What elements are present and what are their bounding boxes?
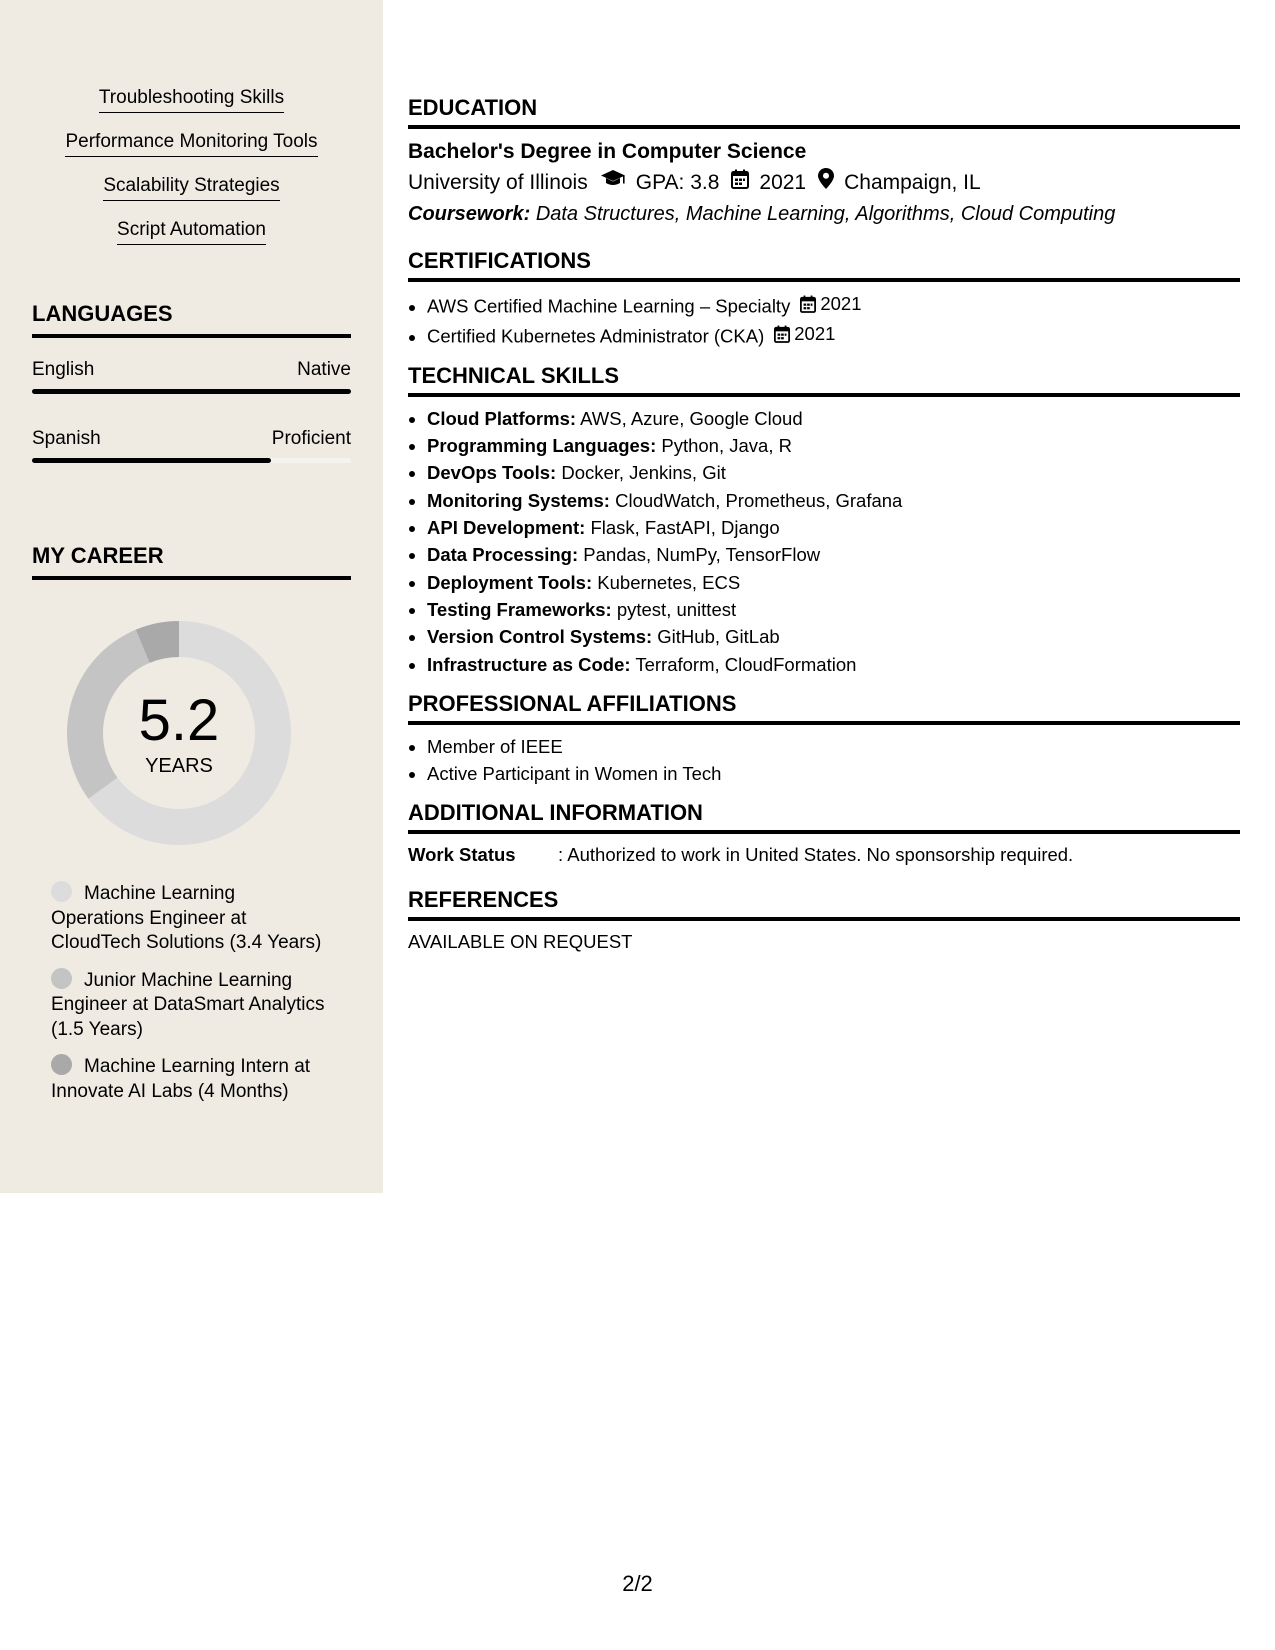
skill-label: DevOps Tools: [427,462,557,484]
skill-value: Pandas, NumPy, TensorFlow [583,544,821,566]
career-heading: MY CAREER [32,542,351,580]
language-level: Proficient [271,428,351,449]
page-number: 2/2 [622,1571,653,1596]
affiliations-heading: PROFESSIONAL AFFILIATIONS [408,690,1240,725]
language-level: Native [297,359,351,380]
skill-label: Deployment Tools: [427,571,593,593]
list-item [427,459,1240,486]
list-item [427,623,1240,650]
skill-label: API Development: [427,517,586,539]
skills-list [0,86,383,262]
graduation-cap-icon [600,167,626,199]
list-item [427,320,1240,350]
language-bar-english [32,389,351,394]
career-legend-item [51,881,331,956]
skill-label: Version Control Systems: [427,626,653,648]
languages-heading: LANGUAGES [32,300,351,338]
additional-info-heading: ADDITIONAL INFORMATION [408,799,1240,834]
certification-name: Certified Kubernetes Administrator (CKA) [427,325,765,347]
list-item [427,432,1240,459]
skill-value: GitHub, GitLab [657,626,780,648]
calendar-icon [800,295,816,313]
skill-label: Programming Languages: [427,435,657,457]
references-text: AVAILABLE ON REQUEST [408,931,633,953]
skill-value: Python, Java, R [661,435,792,457]
graduation-year: 2021 [759,171,807,194]
language-bar-spanish [32,458,351,463]
legend-dot-icon [51,881,72,902]
list-item [427,487,1240,514]
career-legend-text: Junior Machine Learning Engineer at DataSmart Analytics (1.5 Years) [51,969,325,1040]
language-row-english [32,358,351,382]
certifications-heading: CERTIFICATIONS [408,247,1240,282]
list-item [427,651,1240,678]
certification-name: AWS Certified Machine Learning – Specialty [427,295,791,317]
language-name: English [32,359,95,380]
skill-value: Flask, FastAPI, Django [590,517,780,539]
language-bar-fill [32,458,271,463]
skill-label: Infrastructure as Code: [427,653,631,675]
career-legend-text: Machine Learning Intern at Innovate AI Labs (4 Months) [51,1056,311,1102]
main-content [408,94,1240,955]
list-item [427,569,1240,596]
list-item [427,596,1240,623]
skill-item: Script Automation [117,218,266,245]
career-total: 5.2 [138,688,220,753]
education-heading: EDUCATION [408,94,1240,129]
school-location: Champaign, IL [844,171,981,194]
certification-year: 2021 [794,322,836,344]
career-legend-item [51,1054,331,1104]
degree-title: Bachelor's Degree in Computer Science [408,140,807,163]
affiliations-list [408,733,1240,788]
skill-item: Scalability Strategies [103,174,279,201]
language-row-spanish [32,427,351,451]
education-details [408,167,1240,199]
work-status-value: : Authorized to work in United States. No sponsorship required. [558,844,1074,866]
coursework-text: Data Structures, Machine Learning, Algorithms, Cloud Computing [535,203,1116,225]
list-item [427,290,1240,320]
calendar-icon [731,167,749,199]
legend-dot-icon [51,1054,72,1075]
technical-skills-heading: TECHNICAL SKILLS [408,362,1240,397]
skill-item: Performance Monitoring Tools [65,130,317,157]
coursework-label: Coursework: [408,203,531,225]
skill-item: Troubleshooting Skills [99,86,284,113]
school-name: University of Illinois [408,171,588,194]
technical-skills-list [408,405,1240,678]
legend-dot-icon [51,968,72,989]
skill-label: Testing Frameworks: [427,598,612,620]
list-item [427,541,1240,568]
career-unit: YEARS [145,755,213,777]
list-item: • Member of IEEE [427,733,1240,760]
skill-value: AWS, Azure, Google Cloud [580,407,803,429]
references-heading: REFERENCES [408,886,1240,921]
list-item [427,514,1240,541]
career-legend [51,881,331,1116]
calendar-icon [774,325,790,343]
skill-label: Data Processing: [427,544,579,566]
certifications-list [408,290,1240,350]
skill-label: Cloud Platforms: [427,407,577,429]
career-legend-item [51,968,331,1043]
language-name: Spanish [32,428,101,449]
work-status-row [408,842,1240,868]
list-item [427,405,1240,432]
skill-value: pytest, unittest [616,598,737,620]
career-legend-text: Machine Learning Operations Engineer at CloudTech Solutions (3.4 Years) [51,883,322,953]
list-item: • Active Participant in Women in Tech [427,760,1240,787]
skill-value: Terraform, CloudFormation [635,653,857,675]
skill-value: Kubernetes, ECS [597,571,741,593]
language-bar-fill [32,389,351,394]
skill-label: Monitoring Systems: [427,489,610,511]
gpa: GPA: 3.8 [635,171,720,194]
skill-value: Docker, Jenkins, Git [561,462,726,484]
coursework [408,199,1240,229]
sidebar [0,0,383,1193]
skill-value: CloudWatch, Prometheus, Grafana [615,489,903,511]
location-pin-icon [818,167,834,199]
work-status-label: Work Status [408,844,516,866]
certification-year: 2021 [820,293,862,314]
